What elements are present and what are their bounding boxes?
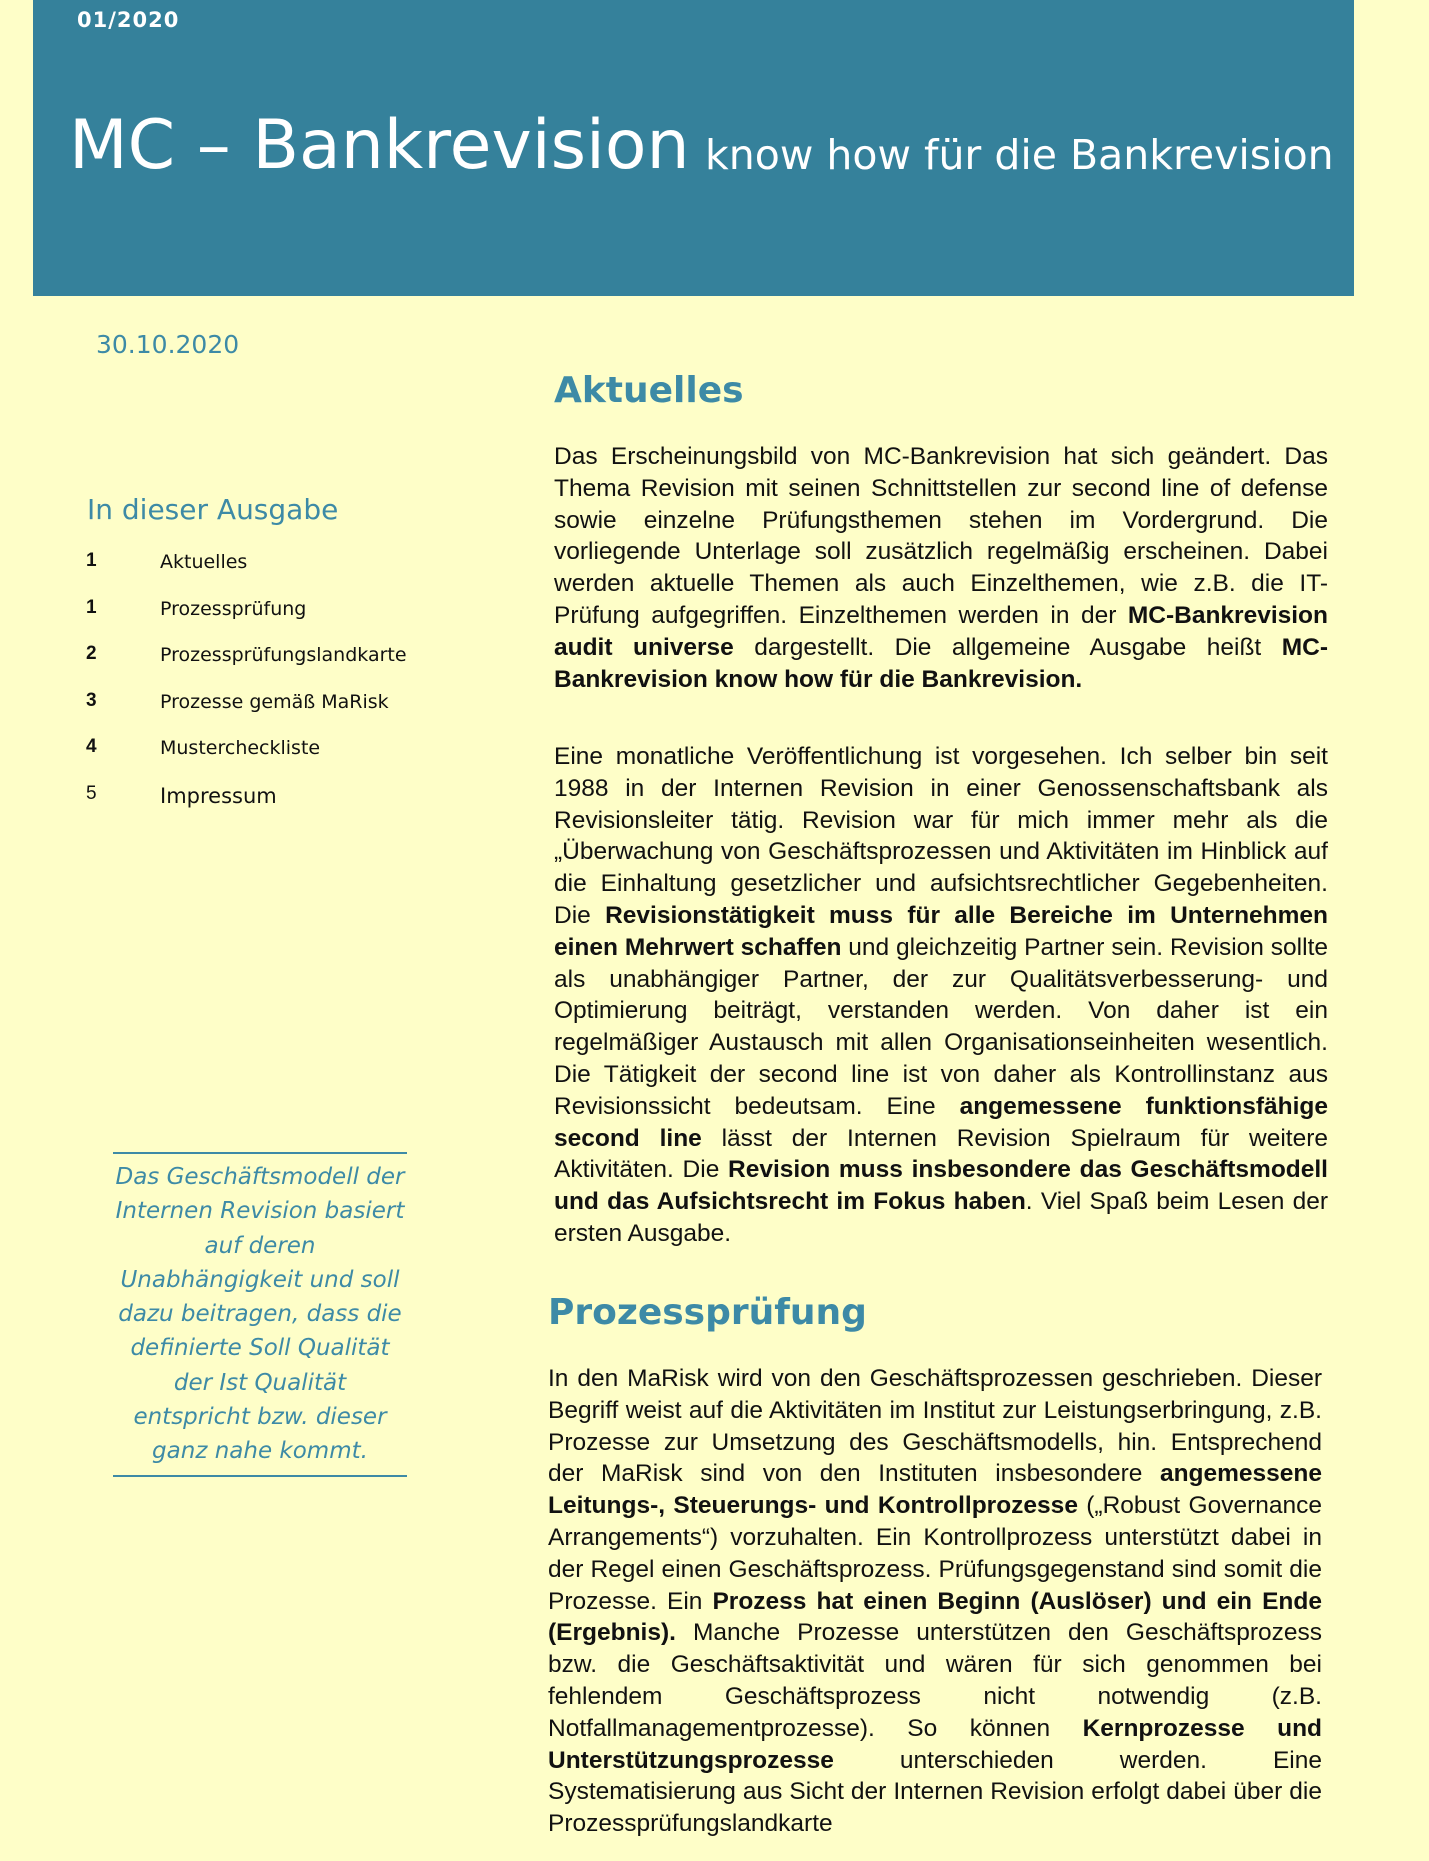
toc-item [86, 783, 486, 830]
toc-item-label: Impressum [160, 783, 277, 808]
toc-item-number: 3 [86, 689, 97, 711]
pull-quote: Das Geschäftsmodell der Internen Revision basiert auf deren Unabhängigkeit und soll dazu beitragen, dass die definierte Soll Qualität der Ist Qualität entspricht bzw. dieser ganz nahe kommt. [115, 1164, 405, 1465]
toc-item-number: 5 [86, 782, 97, 804]
issue-number: 01/2020 [77, 8, 180, 32]
table-of-contents [86, 550, 486, 829]
issue-date: 30.10.2020 [96, 330, 240, 359]
toc-item [86, 597, 486, 644]
toc-item-number: 1 [86, 550, 97, 571]
toc-item [86, 550, 486, 597]
section-title-aktuelles: Aktuelles [554, 370, 744, 411]
toc-item-label: Mustercheckliste [160, 737, 321, 759]
toc-item [86, 690, 486, 737]
toc-item-label: Prozesse gemäß MaRisk [160, 690, 389, 713]
toc-item [86, 736, 486, 783]
quote-bottom-rule [113, 1475, 407, 1477]
aktuelles-paragraph-2: Eine monatliche Veröffentlichung ist vorgesehen. Ich selber bin seit 1988 in der Internen Revision in einer Genossenschaftsbank als Revisionsleiter tätig. Revision war für mich immer mehr als die „Überwachung von Geschäftsprozessen und Aktivitäten im Hinblick auf die Einhaltung gesetzlicher und aufsichtsrechtlicher Gegebenheiten. Die Revisionstätigkeit muss für alle Bereiche im Unternehmen einen Mehrwert schaffen und gleichzeitig Partner sein. Revision sollte als unabhängiger Partner, der zur Qualitätsverbesserung- und Optimierung beiträgt, verstanden werden. Von daher ist ein regelmäßiger Austausch mit allen Organisationseinheiten wesentlich. Die Tätigkeit der second line ist von daher als Kontrollinstanz aus Revisionssicht bedeutsam. Eine angemessene funktionsfähige second line lässt der Internen Revision Spielraum für weitere Aktivitäten. Die Revision muss insbesondere das Geschäftsmodell und das Aufsichtsrecht im Fokus haben. Viel Spaß beim Lesen der ersten Ausgabe. [554, 743, 1329, 1247]
quote-top-rule [113, 1152, 407, 1154]
toc-item-label: Aktuelles [160, 551, 248, 573]
aktuelles-paragraph-1: Das Erscheinungsbild von MC-Bankrevision hat sich geändert. Das Thema Revision mit seinen Schnittstellen zur second line of defense sowie einzelne Prüfungsthemen stehen im Vordergrund. Die vorliegende Unterlage soll zusätzlich regelmäßig erscheinen. Dabei werden aktuelle Themen als auch Einzelthemen, wie z.B. die IT-Prüfung aufgegriffen. Einzelthemen werden in der MC-Bankrevision audit universe dargestellt. Die allgemeine Ausgabe heißt MC-Bankrevision know how für die Bankrevision. [554, 443, 1328, 693]
section-title-prozesspruefung: Prozessprüfung [548, 1292, 867, 1333]
toc-item-label: Prozessprüfung [160, 597, 307, 620]
toc-item-label: Prozessprüfungslandkarte [160, 644, 407, 666]
newsletter-subtitle: know how für die Bankrevision [705, 131, 1334, 179]
toc-item [86, 643, 486, 690]
toc-item-number: 2 [86, 643, 97, 664]
header-banner [33, 0, 1354, 296]
toc-item-number: 4 [86, 736, 97, 757]
newsletter-title: MC – Bankrevision [69, 106, 690, 185]
prozesspruefung-paragraph-1: In den MaRisk wird von den Geschäftsprozessen geschrieben. Dieser Begriff weist auf die Aktivitäten im Institut zur Leistungserbringung, z.B. Prozesse zur Umsetzung des Geschäftsmodells, hin. Entsprechend der MaRisk sind von den Instituten insbesondere angemessene Leitungs-, Steuerungs- und Kontrollprozesse („Robust Governance Arrangements“) vorzuhalten. Ein Kontrollprozess unterstützt dabei in der Regel einen Geschäftsprozess. Prüfungsgegenstand sind somit die Prozesse. Ein Prozess hat einen Beginn (Auslöser) und ein Ende (Ergebnis). Manche Prozesse unterstützen den Geschäftsprozess bzw. die Geschäftsaktivität und wären für sich genommen bei fehlendem Geschäftsprozess nicht notwendig (z.B. Notfallmanagementprozesse). So können Kernprozesse und Unterstützungsprozesse unterschieden werden. Eine Systematisierung aus Sicht der Internen Revision erfolgt dabei über die Prozessprüfungslandkarte [548, 1365, 1323, 1838]
toc-item-number: 1 [86, 596, 97, 618]
toc-heading: In dieser Ausgabe [87, 493, 339, 526]
